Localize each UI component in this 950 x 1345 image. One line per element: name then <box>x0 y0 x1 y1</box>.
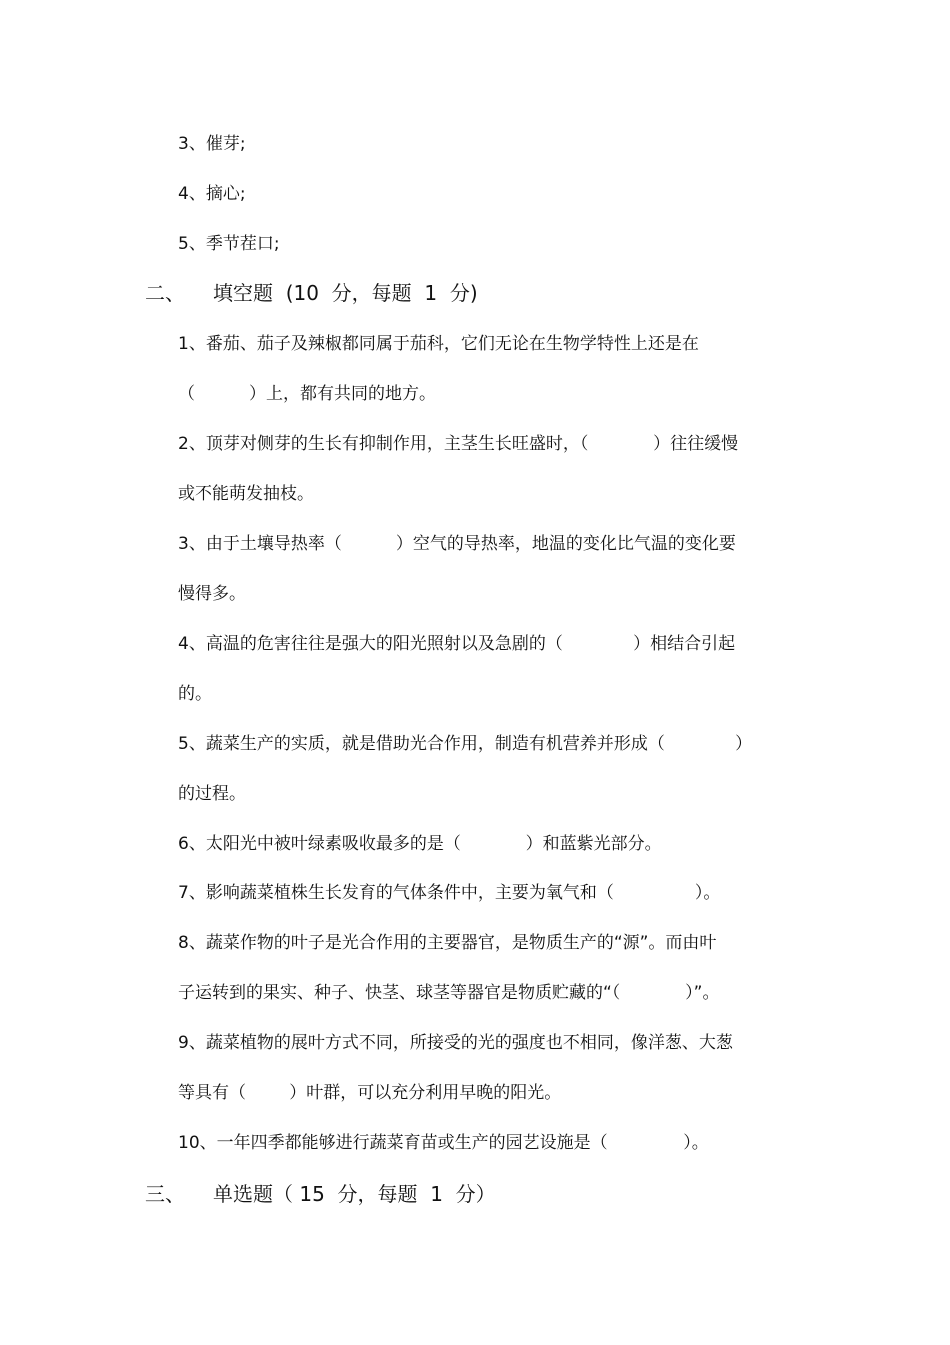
question-8-line-2: 子运转到的果实、种子、快茎、球茎等器官是物质贮藏的“（ ）”。 <box>178 983 720 1003</box>
term-item-3: 3、催芽; <box>178 134 246 154</box>
question-6-line-1: 6、太阳光中被叶绿素吸收最多的是（ ）和蓝紫光部分。 <box>178 834 662 854</box>
section-heading-fill-blank <box>145 280 478 306</box>
section-heading-single-choice <box>145 1181 496 1207</box>
question-2-line-1: 2、顶芽对侧芽的生长有抑制作用，主茎生长旺盛时，（ ）往往缓慢 <box>178 434 739 454</box>
section-title: 填空题 (10 分，每题 1 分) <box>213 281 478 305</box>
question-5-line-1: 5、蔬菜生产的实质，就是借助光合作用，制造有机营养并形成（ ） <box>178 734 753 754</box>
question-7-line-1: 7、影响蔬菜植株生长发育的气体条件中，主要为氧气和（ ）。 <box>178 883 721 903</box>
question-2-line-2: 或不能萌发抽枝。 <box>178 484 314 504</box>
question-4-line-2: 的。 <box>178 684 212 704</box>
section-title: 单选题（ 15 分，每题 1 分） <box>213 1182 496 1206</box>
term-item-4: 4、摘心; <box>178 184 246 204</box>
question-3-line-1: 3、由于土壤导热率（ ）空气的导热率，地温的变化比气温的变化要 <box>178 534 736 554</box>
section-number: 二、 <box>145 281 185 305</box>
term-item-5: 5、季节茬口; <box>178 234 280 254</box>
question-9-line-2: 等具有（ ）叶群，可以充分利用早晚的阳光。 <box>178 1083 562 1103</box>
question-1-line-2: （ ）上，都有共同的地方。 <box>178 384 437 404</box>
question-4-line-1: 4、高温的危害往往是强大的阳光照射以及急剧的（ ）相结合引起 <box>178 634 736 654</box>
section-number: 三、 <box>145 1182 185 1206</box>
question-5-line-2: 的过程。 <box>178 784 246 804</box>
question-3-line-2: 慢得多。 <box>178 584 246 604</box>
question-9-line-1: 9、蔬菜植物的展叶方式不同，所接受的光的强度也不相同，像洋葱、大葱 <box>178 1033 733 1053</box>
question-1-line-1: 1、番茄、茄子及辣椒都同属于茄科，它们无论在生物学特性上还是在 <box>178 334 699 354</box>
question-8-line-1: 8、蔬菜作物的叶子是光合作用的主要器官，是物质生产的“源”。而由叶 <box>178 933 717 953</box>
question-10-line-1: 10、一年四季都能够进行蔬菜育苗或生产的园艺设施是（ ）。 <box>178 1133 709 1153</box>
